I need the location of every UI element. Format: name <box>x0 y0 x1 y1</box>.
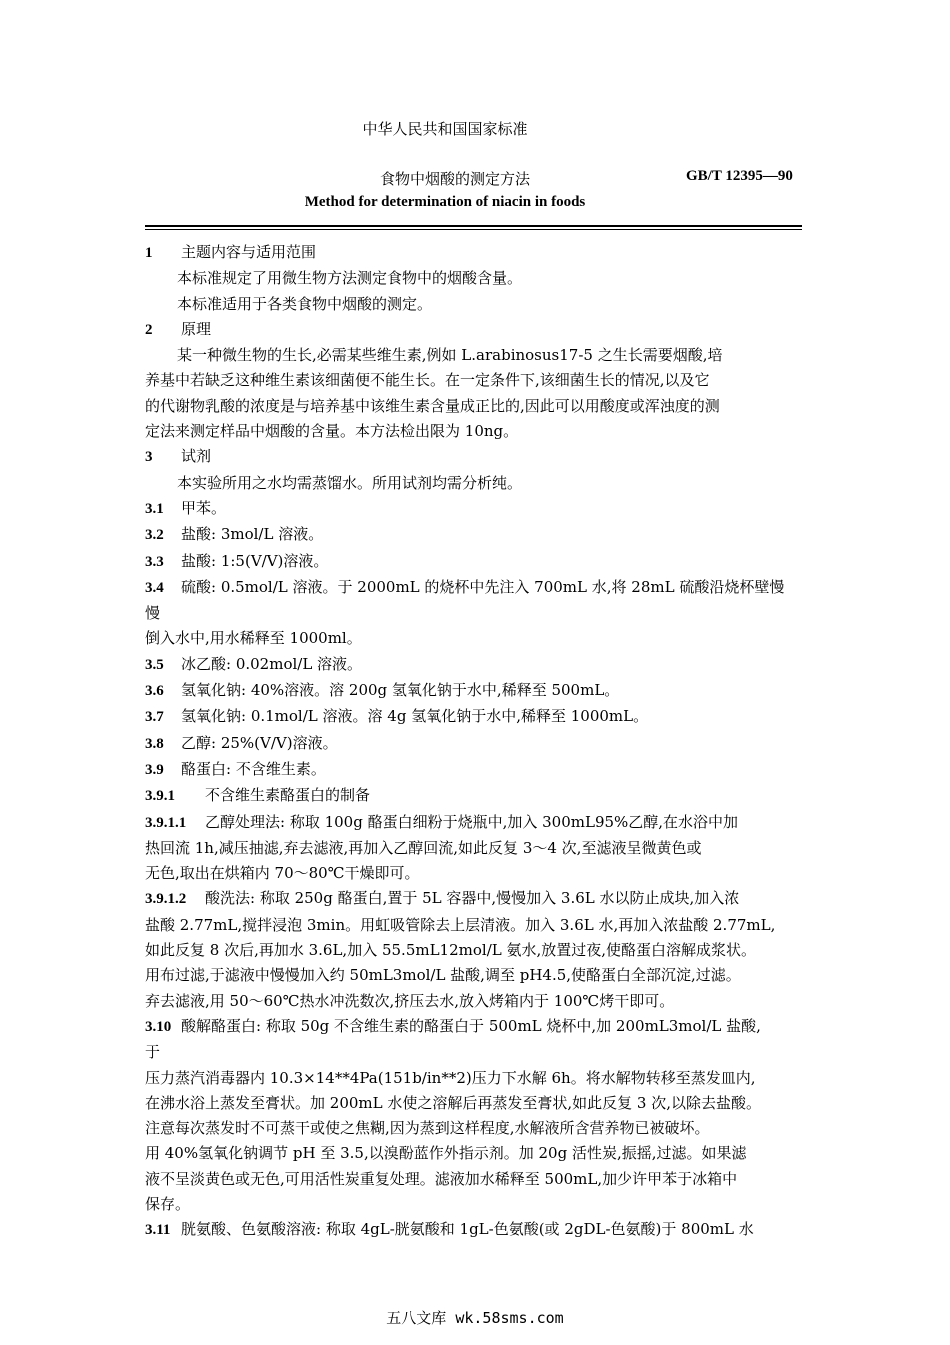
text-line <box>145 836 810 861</box>
line-text: 胱氨酸、色氨酸溶液: 称取 4gL-胱氨酸和 1gL-色氨酸(或 2gDL-色氨酸)于 800mL 水 <box>181 1220 754 1239</box>
text-line <box>145 1141 810 1166</box>
line-text: 氢氧化钠: 0.1mol/L 溶液。溶 4g 氢氧化钠于水中,稀释至 1000mL。 <box>181 707 649 726</box>
text-line <box>145 292 810 317</box>
text-line <box>145 1192 810 1217</box>
line-text: 氢氧化钠: 40%溶液。溶 200g 氢氧化钠于水中,稀释至 500mL。 <box>181 681 620 700</box>
text-line <box>145 963 810 988</box>
line-text: 用布过滤,于滤液中慢慢加入约 50mL3mol/L 盐酸,调至 pH4.5,使酪蛋白全部沉淀,过滤。 <box>145 966 741 985</box>
header-rule <box>145 225 802 227</box>
section-number: 3 <box>145 449 153 466</box>
text-line <box>145 886 810 912</box>
section-number: 3.11 <box>145 1222 171 1239</box>
line-text: 某一种微生物的生长,必需某些维生素,例如 L.arabinosus17-5 之生长需要烟酸,培 <box>177 346 723 365</box>
line-text: 冰乙酸: 0.02mol/L 溶液。 <box>181 654 363 673</box>
text-line <box>145 1167 810 1192</box>
text-line <box>145 1217 810 1243</box>
text-line <box>145 626 810 651</box>
text-line <box>145 861 810 886</box>
line-text: 盐酸: 3mol/L 溶液。 <box>181 525 324 544</box>
section-number: 3.7 <box>145 709 164 726</box>
text-line <box>145 652 810 678</box>
line-text: 盐酸: 1:5(V/V)溶液。 <box>181 551 329 570</box>
chinese-title: 食物中烟酸的测定方法 <box>379 170 530 188</box>
text-line <box>145 1116 810 1141</box>
line-text: 原理 <box>181 319 212 338</box>
line-text: 本标准适用于各类食物中烟酸的测定。 <box>177 294 433 313</box>
text-line <box>145 601 810 626</box>
line-text: 乙醇: 25%(V/V)溶液。 <box>181 733 338 752</box>
text-line <box>145 783 810 809</box>
line-text: 乙醇处理法: 称取 100g 酪蛋白细粉于烧瓶中,加入 300mL95%乙醇,在水浴中加 <box>205 812 739 831</box>
line-text: 不含维生素酪蛋白的制备 <box>205 786 371 805</box>
line-text: 酸解酪蛋白: 称取 50g 不含维生素的酪蛋白于 500mL 烧杯中,加 200mL3mol/L 盐酸, <box>181 1016 761 1035</box>
section-number: 3.4 <box>145 579 164 596</box>
section-number: 3.8 <box>145 735 164 752</box>
text-line <box>145 810 810 836</box>
text-line <box>145 989 810 1014</box>
text-line <box>145 522 810 548</box>
line-text: 压力蒸汽消毒器内 10.3×14**4Pa(151b/in**2)压力下水解 6h。将水解物转移至蒸发皿内, <box>145 1068 756 1087</box>
watermark-footer: 五八文库 wk.58sms.com <box>386 1309 564 1327</box>
text-line <box>145 575 810 601</box>
text-line <box>145 496 810 522</box>
line-text: 弃去滤液,用 50～60℃热水冲洗数次,挤压去水,放入烤箱内于 100℃烤干即可。 <box>145 991 675 1010</box>
line-text: 液不呈淡黄色或无色,可用活性炭重复处理。滤液加水稀释至 500mL,加少许甲苯于冰箱中 <box>145 1169 738 1188</box>
line-text: 本实验所用之水均需蒸馏水。所用试剂均需分析纯。 <box>177 473 523 492</box>
line-text: 在沸水浴上蒸发至膏状。加 200mL 水使之溶解后再蒸发至膏状,如此反复 3 次,以除去盐酸。 <box>145 1093 761 1112</box>
section-number: 3.9 <box>145 761 164 778</box>
line-text: 酸洗法: 称取 250g 酪蛋白,置于 5L 容器中,慢慢加入 3.6L 水以防止成块,加入浓 <box>205 889 740 908</box>
national-standard-heading: 中华人民共和国国家标准 <box>362 120 528 138</box>
section-number: 3.5 <box>145 656 164 673</box>
standard-code: GB/T 12395—90 <box>686 168 793 184</box>
text-line <box>145 549 810 575</box>
text-line <box>145 938 810 963</box>
section-number: 3.1 <box>145 500 164 517</box>
text-line <box>145 731 810 757</box>
header-rule-thin <box>145 229 802 230</box>
text-line <box>145 1040 810 1065</box>
line-text: 保存。 <box>145 1194 191 1213</box>
section-number: 3.6 <box>145 683 164 700</box>
text-line <box>145 471 810 496</box>
section-number: 2 <box>145 321 153 338</box>
section-number: 3.9.1.2 <box>145 891 187 908</box>
line-text: 注意每次蒸发时不可蒸干或使之焦糊,因为蒸到这样程度,水解液所含营养物已被破坏。 <box>145 1119 710 1138</box>
line-text: 酪蛋白: 不含维生素。 <box>181 759 326 778</box>
text-line <box>145 913 810 938</box>
text-line <box>145 444 810 470</box>
section-number: 3.2 <box>145 527 164 544</box>
text-line <box>145 1091 810 1116</box>
line-text: 本标准规定了用微生物方法测定食物中的烟酸含量。 <box>177 269 523 288</box>
section-number: 3.3 <box>145 553 164 570</box>
line-text: 无色,取出在烘箱内 70～80℃干燥即可。 <box>145 864 420 883</box>
section-number: 3.9.1.1 <box>145 814 187 831</box>
line-text: 盐酸 2.77mL,搅拌浸泡 3min。用虹吸管除去上层清液。加入 3.6L 水,再加入浓盐酸 2.77mL, <box>145 915 776 934</box>
text-line <box>145 317 810 343</box>
line-text: 试剂 <box>181 447 212 466</box>
line-text: 热回流 1h,减压抽滤,弃去滤液,再加入乙醇回流,如此反复 3～4 次,至滤液呈微黄色或 <box>145 838 702 857</box>
text-line <box>145 1014 810 1040</box>
text-line <box>145 419 810 444</box>
line-text: 甲苯。 <box>181 498 227 517</box>
line-text: 于 <box>145 1043 161 1062</box>
line-text: 用 40%氢氧化钠调节 pH 至 3.5,以溴酚蓝作外指示剂。加 20g 活性炭,振摇,过滤。如果滤 <box>145 1144 747 1163</box>
text-line <box>145 757 810 783</box>
text-line <box>145 266 810 291</box>
text-line <box>145 678 810 704</box>
text-line <box>145 368 810 393</box>
english-title: Method for determination of niacin in foods <box>304 194 586 210</box>
text-line <box>145 704 810 730</box>
section-number: 1 <box>145 245 153 261</box>
line-text: 慢 <box>145 604 161 623</box>
document-body <box>145 240 810 1244</box>
line-text: 硫酸: 0.5mol/L 溶液。于 2000mL 的烧杯中先注入 700mL 水,将 28mL 硫酸沿烧杯壁慢 <box>181 577 785 596</box>
line-text: 的代谢物乳酸的浓度是与培养基中该维生素含量成正比的,因此可以用酸度或浑浊度的测 <box>145 396 720 415</box>
section-number: 3.9.1 <box>145 788 175 805</box>
section-number: 3.10 <box>145 1018 172 1035</box>
line-text: 主题内容与适用范围 <box>181 243 317 261</box>
line-text: 如此反复 8 次后,再加水 3.6L,加入 55.5mL12mol/L 氨水,放置过夜,使酪蛋白溶解成浆状。 <box>145 941 757 960</box>
text-line <box>145 394 810 419</box>
text-line <box>145 1066 810 1091</box>
line-text: 倒入水中,用水稀释至 1000ml。 <box>145 629 362 648</box>
line-text: 养基中若缺乏这种维生素该细菌便不能生长。在一定条件下,该细菌生长的情况,以及它 <box>145 371 710 390</box>
text-line <box>145 343 810 368</box>
text-line <box>145 240 810 266</box>
line-text: 定法来测定样品中烟酸的含量。本方法检出限为 10ng。 <box>145 422 519 441</box>
